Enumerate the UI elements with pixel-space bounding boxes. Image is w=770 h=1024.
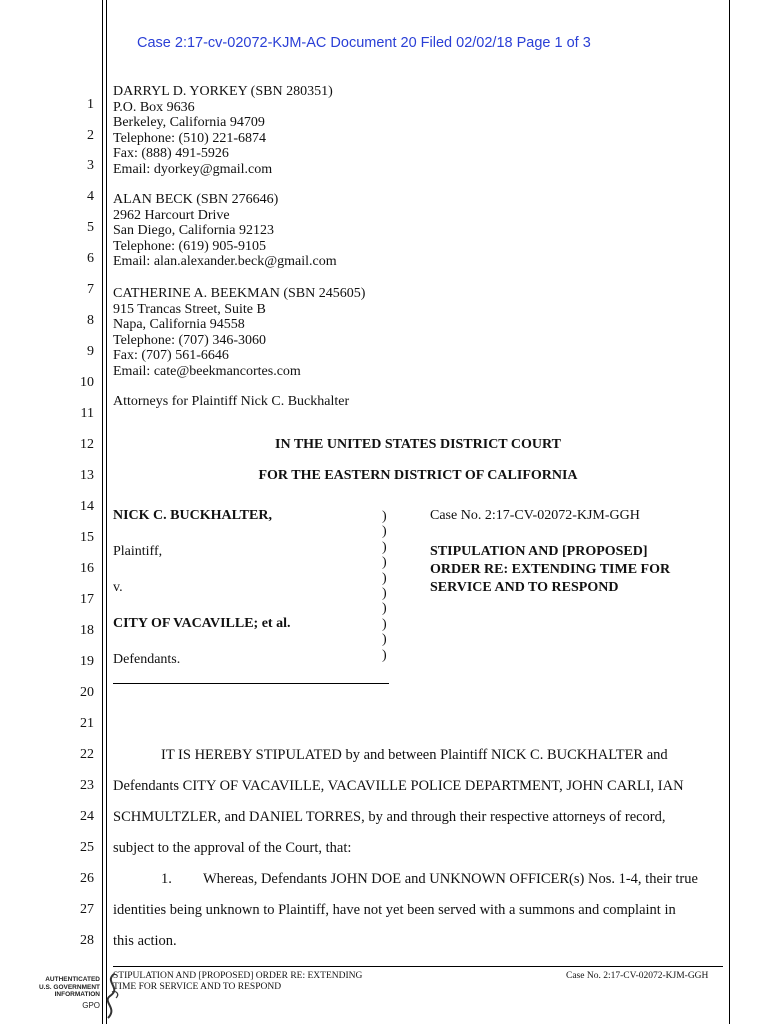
seal-line: INFORMATION [54,991,100,998]
line-number: 17 [80,592,94,607]
line-number: 24 [80,809,94,824]
line-number: 6 [87,251,94,266]
attorney-line: Telephone: (619) 905-9105 [113,238,266,254]
line-number: 2 [87,128,94,143]
line-number: 23 [80,778,94,793]
caption-parentheses: ) ) ) ) ) ) ) ) ) ) [382,509,387,663]
footer-title [113,971,362,993]
document-title-line: SERVICE AND TO RESPOND [430,580,619,595]
body-line-25: subject to the approval of the Court, that: [113,840,352,856]
line-number: 9 [87,344,94,359]
line-number: 18 [80,623,94,638]
line-number: 15 [80,530,94,545]
body-line-24: SCHMULTZLER, and DANIEL TORRES, by and through their respective attorneys of record, [113,809,666,825]
line-number: 25 [80,840,94,855]
footer-title-line: STIPULATION AND [PROPOSED] ORDER RE: EXTENDING [113,971,363,981]
line-number: 16 [80,561,94,576]
right-margin-rule [729,0,730,1024]
case-number: Case No. 2:17-CV-02072-KJM-GGH [430,508,640,523]
line-number: 4 [87,189,94,204]
caption-underline [113,683,389,684]
footer-case-number: Case No. 2:17-CV-02072-KJM-GGH [566,971,709,981]
line-number: 22 [80,747,94,762]
line-number: 27 [80,902,94,917]
court-name: IN THE UNITED STATES DISTRICT COURT [275,437,561,452]
attorney-block-beekman [113,286,365,379]
attorney-line: 2962 Harcourt Drive [113,207,230,223]
paragraph-number: 1. [161,871,172,887]
attorney-line: Telephone: (707) 346-3060 [113,332,266,348]
caption-versus: v. [113,580,123,595]
footer-title-line: TIME FOR SERVICE AND TO RESPOND [113,982,282,992]
seal-line: U.S. GOVERNMENT [38,983,100,991]
line-number: 28 [80,933,94,948]
line-number: 1 [87,97,94,112]
line-number: 19 [80,654,94,669]
attorney-line: Telephone: (510) 221-6874 [113,130,266,146]
caption-defendant-role: Defendants. [113,652,181,667]
line-number: 5 [87,220,94,235]
body-line-27: identities being unknown to Plaintiff, have not yet been served with a summons and complaint in [113,902,676,918]
line-number: 12 [80,437,94,452]
line-number: 26 [80,871,94,886]
caption-defendant: CITY OF VACAVILLE; et al. [113,616,291,631]
attorney-name: CATHERINE A. BEEKMAN (SBN 245605) [113,286,366,301]
attorney-email: Email: alan.alexander.beck@gmail.com [113,254,337,269]
attorney-line: Berkeley, California 94709 [113,115,265,130]
document-title-line: STIPULATION AND [PROPOSED] [430,544,648,559]
left-margin-rule-inner [106,0,107,1024]
attorney-line: Fax: (888) 491-5926 [113,146,229,161]
document-title [430,543,670,597]
attorney-block-beck [113,192,337,270]
seal-gpo: GPO [82,1000,100,1010]
attorney-name: ALAN BECK (SBN 276646) [113,192,279,207]
eagle-seal-icon [96,972,126,1020]
attorney-name: DARRYL D. YORKEY (SBN 280351) [113,84,333,99]
document-title-line: ORDER RE: EXTENDING TIME FOR [430,562,671,577]
attorney-line: 915 Trancas Street, Suite B [113,301,266,317]
attorney-line: Fax: (707) 561-6646 [113,348,229,363]
left-margin-rule-outer [102,0,103,1024]
attorney-email: Email: dyorkey@gmail.com [113,161,273,177]
footer-rule [113,966,723,967]
body-line-22: IT IS HEREBY STIPULATED by and between Plaintiff NICK C. BUCKHALTER and [161,747,668,763]
caption-plaintiff-role: Plaintiff, [113,544,163,559]
court-district: FOR THE EASTERN DISTRICT OF CALIFORNIA [258,468,578,483]
attorney-line: Napa, California 94558 [113,317,245,332]
line-number: 11 [80,406,94,421]
line-number: 13 [80,468,94,483]
body-line-26: Whereas, Defendants JOHN DOE and UNKNOWN OFFICER(s) Nos. 1-4, their true [203,871,698,887]
line-number: 10 [80,375,94,390]
caption-plaintiff: NICK C. BUCKHALTER, [113,508,272,523]
seal-line: AUTHENTICATED [45,976,100,983]
gpo-authentication-seal [40,974,120,1022]
line-number: 7 [87,282,94,297]
body-line-23: Defendants CITY OF VACAVILLE, VACAVILLE POLICE DEPARTMENT, JOHN CARLI, IAN [113,778,684,794]
line-number: 20 [80,685,94,700]
line-number: 21 [80,716,94,731]
line-number: 8 [87,313,94,328]
line-number: 14 [80,499,94,514]
attorney-line: San Diego, California 92123 [113,223,274,238]
line-number: 3 [87,158,94,173]
body-line-28: this action. [113,933,177,949]
attorney-email: Email: cate@beekmancortes.com [113,363,301,379]
attorney-block-yorkey [113,84,333,177]
attorney-line: P.O. Box 9636 [113,99,195,115]
attorneys-for: Attorneys for Plaintiff Nick C. Buckhalter [113,394,350,409]
ecf-header: Case 2:17-cv-02072-KJM-AC Document 20 Filed 02/02/18 Page 1 of 3 [137,35,591,51]
